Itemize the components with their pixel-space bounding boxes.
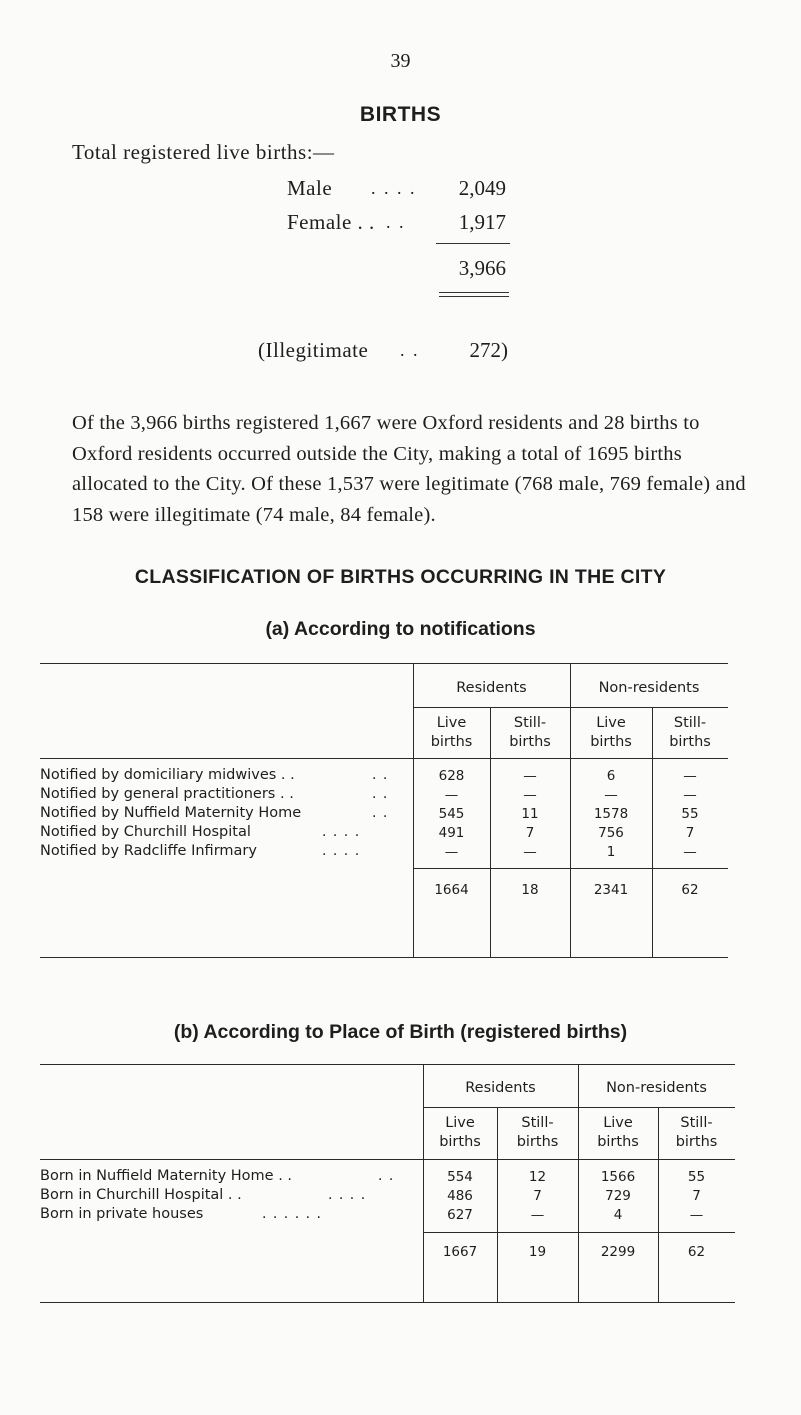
cell-live-res: 486 xyxy=(447,1188,473,1204)
cell-still-nonres: 55 xyxy=(687,1169,706,1185)
row-dots: . . xyxy=(372,767,389,783)
table-b-group-rule xyxy=(423,1107,735,1108)
total-live-res: 1664 xyxy=(434,882,469,898)
cell-still-nonres: 7 xyxy=(692,1188,701,1204)
table-a-heading: (a) According to notifications xyxy=(265,618,536,640)
male-label: Male xyxy=(287,176,333,200)
total-births-label: Total registered live births:— xyxy=(72,140,335,164)
total-still-nonres: 62 xyxy=(687,1244,706,1260)
row-label: Notified by Churchill Hospital xyxy=(40,824,251,840)
row-dots: . . xyxy=(372,805,389,821)
table-a-header-rule xyxy=(40,758,728,759)
illegitimate-label: (Illegitimate xyxy=(258,338,369,362)
cell-live-nonres: 756 xyxy=(598,825,624,841)
row-dots: . . . . xyxy=(322,824,361,840)
table-b-bottom-rule xyxy=(40,1302,735,1303)
cell-still-nonres: — xyxy=(683,768,697,784)
cell-still-nonres: 7 xyxy=(685,825,695,841)
table-b-col-live-res: Live births xyxy=(439,1115,481,1150)
table-b-header-rule xyxy=(40,1159,735,1160)
table-b-col-still-nonres: Still- births xyxy=(675,1115,718,1150)
births-heading: BIRTHS xyxy=(359,103,442,126)
female-value: 1,917 xyxy=(458,210,506,234)
row-label: Born in Nuffield Maternity Home . . xyxy=(40,1168,293,1184)
illegitimate-value: 272) xyxy=(469,338,508,362)
cell-still-res: 7 xyxy=(525,825,535,841)
table-a-col-live-res: Live births xyxy=(430,715,473,750)
cell-live-res: 545 xyxy=(438,806,465,822)
cell-live-res: 554 xyxy=(447,1169,473,1185)
table-b-total-rule xyxy=(423,1232,735,1233)
table-b-residents-header: Residents xyxy=(465,1080,536,1096)
total-still-res: 19 xyxy=(528,1244,547,1260)
cell-live-nonres: 1 xyxy=(606,844,616,860)
row-dots: . . xyxy=(372,786,389,802)
sum-rule xyxy=(436,243,510,244)
row-dots: . . xyxy=(378,1168,395,1184)
female-dots: . . xyxy=(386,212,406,232)
cell-live-nonres: — xyxy=(604,787,618,803)
summary-paragraph: Of the 3,966 births registered 1,667 were Oxford residents and 28 births to Oxford residents occurred outside the City, making a total of 1695 births allocated to the City. Of these 1,537 were legitimate (768 male, 769 female) and 158 were illegitimate (74 male, 84 female). xyxy=(72,412,746,526)
table-a-col-live-nonres: Live births xyxy=(590,715,632,750)
table-b-heading: (b) According to Place of Birth (registered births) xyxy=(173,1021,628,1043)
cell-live-res: 628 xyxy=(438,768,465,784)
cell-live-nonres: 4 xyxy=(613,1207,623,1223)
cell-still-res: — xyxy=(523,787,537,803)
total-still-res: 18 xyxy=(521,882,539,898)
row-label: Notified by general practitioners . . xyxy=(40,786,294,802)
cell-live-res: — xyxy=(444,787,459,803)
row-label: Born in Churchill Hospital . . xyxy=(40,1187,242,1203)
row-label: Notified by Nuffield Maternity Home xyxy=(40,805,302,821)
cell-live-nonres: 729 xyxy=(605,1188,631,1204)
total-births-value: 3,966 xyxy=(458,256,506,280)
total-still-nonres: 62 xyxy=(681,882,699,898)
row-label: Notified by Radcliffe Infirmary xyxy=(40,843,257,859)
row-dots: . . . . xyxy=(322,843,361,859)
table-b-nonresidents-header: Non-residents xyxy=(606,1080,707,1096)
row-dots: . . . . xyxy=(328,1187,367,1203)
cell-live-res: 491 xyxy=(438,825,465,841)
table-a-col-still-nonres: Still- births xyxy=(669,715,711,750)
row-label: Born in private houses xyxy=(40,1206,204,1222)
cell-still-res: 11 xyxy=(521,806,539,822)
table-b-top-rule xyxy=(40,1064,735,1065)
total-live-nonres: 2341 xyxy=(593,882,629,898)
cell-live-res: 627 xyxy=(447,1207,473,1223)
illegitimate-dots: . . xyxy=(400,340,420,360)
table-a-col-still-res: Still- births xyxy=(509,715,551,750)
table-a-top-rule xyxy=(40,663,728,664)
classification-heading: CLASSIFICATION OF BIRTHS OCCURRING IN THE CITY xyxy=(134,566,667,588)
cell-still-res: — xyxy=(523,844,537,860)
cell-still-res: 7 xyxy=(533,1188,542,1204)
cell-still-nonres: — xyxy=(683,787,697,803)
cell-still-nonres: — xyxy=(683,844,697,860)
page-number: 39 xyxy=(390,50,411,72)
double-rule xyxy=(439,292,509,297)
table-a-bottom-rule xyxy=(40,957,728,958)
total-live-nonres: 2299 xyxy=(600,1244,636,1260)
row-dots: . . . . . . xyxy=(262,1206,322,1222)
cell-still-res: — xyxy=(530,1207,545,1223)
cell-still-nonres: 55 xyxy=(681,806,699,822)
cell-still-res: — xyxy=(523,768,537,784)
table-b-col-live-nonres: Live births xyxy=(597,1115,639,1150)
cell-still-res: 12 xyxy=(528,1169,547,1185)
cell-live-nonres: 6 xyxy=(606,768,616,784)
table-a-residents-header: Residents xyxy=(456,680,527,696)
cell-live-res: — xyxy=(444,844,459,860)
male-dots: . . . . xyxy=(371,178,417,198)
table-a-nonresidents-header: Non-residents xyxy=(598,680,700,696)
total-live-res: 1667 xyxy=(442,1244,478,1260)
cell-live-nonres: 1578 xyxy=(593,806,629,822)
male-value: 2,049 xyxy=(458,176,506,200)
cell-still-nonres: — xyxy=(689,1207,704,1223)
female-label: Female . . xyxy=(287,210,375,234)
cell-live-nonres: 1566 xyxy=(600,1169,636,1185)
table-b-col-still-res: Still- births xyxy=(516,1115,559,1150)
row-label: Notified by domiciliary midwives . . xyxy=(40,767,295,783)
